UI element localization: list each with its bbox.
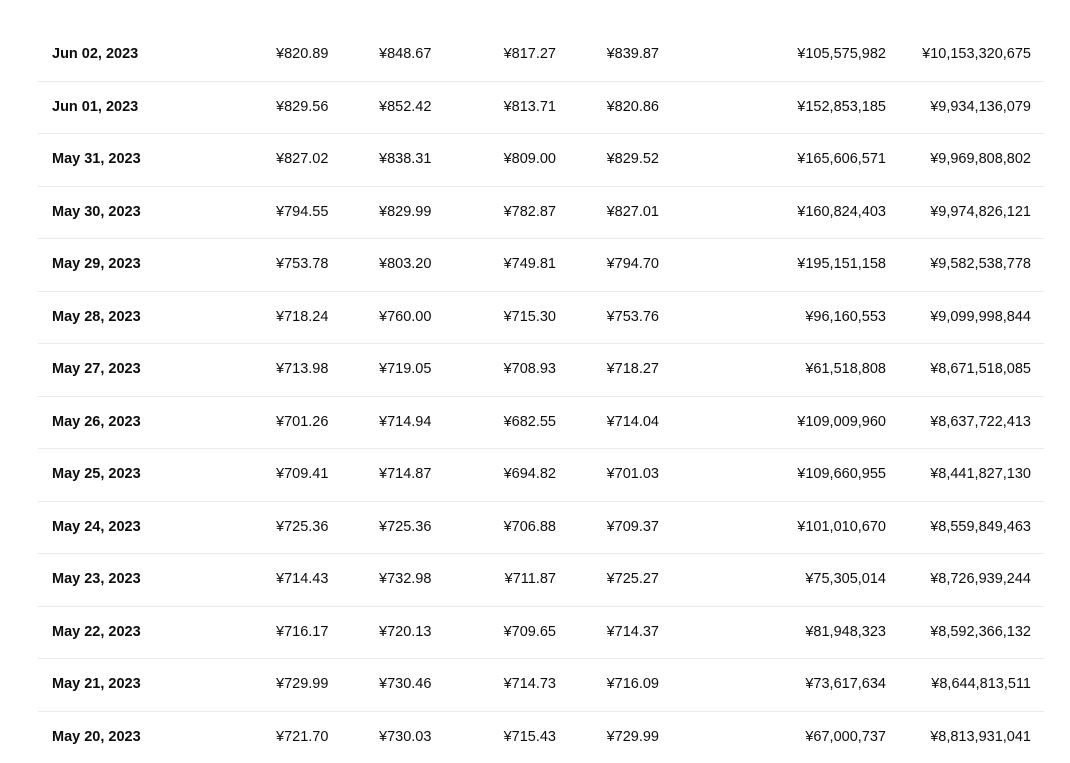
- close-cell: ¥714.37: [607, 607, 659, 658]
- high-cell: ¥732.98: [379, 554, 431, 605]
- volume-cell: ¥109,660,955: [797, 449, 886, 500]
- high-cell: ¥803.20: [379, 239, 431, 290]
- date-cell: May 25, 2023: [52, 449, 141, 500]
- low-cell: ¥711.87: [505, 554, 556, 605]
- market-cap-cell: ¥9,934,136,079: [930, 82, 1031, 133]
- low-cell: ¥715.43: [504, 712, 556, 763]
- table-row: [38, 712, 1044, 763]
- open-cell: ¥829.56: [276, 82, 328, 133]
- volume-cell: ¥96,160,553: [805, 292, 886, 343]
- open-cell: ¥794.55: [276, 187, 328, 238]
- market-cap-cell: ¥9,582,538,778: [930, 239, 1031, 290]
- high-cell: ¥848.67: [379, 29, 431, 80]
- open-cell: ¥714.43: [276, 554, 328, 605]
- volume-cell: ¥109,009,960: [797, 397, 886, 448]
- volume-cell: ¥105,575,982: [797, 29, 886, 80]
- close-cell: ¥729.99: [607, 712, 659, 763]
- low-cell: ¥817.27: [504, 29, 556, 80]
- low-cell: ¥813.71: [504, 82, 556, 133]
- low-cell: ¥809.00: [504, 134, 556, 185]
- close-cell: ¥709.37: [607, 502, 659, 553]
- high-cell: ¥719.05: [379, 344, 431, 395]
- market-cap-cell: ¥10,153,320,675: [922, 29, 1031, 80]
- close-cell: ¥794.70: [607, 239, 659, 290]
- date-cell: May 26, 2023: [52, 397, 141, 448]
- date-cell: May 24, 2023: [52, 502, 141, 553]
- low-cell: ¥714.73: [504, 659, 556, 710]
- low-cell: ¥782.87: [504, 187, 556, 238]
- date-cell: May 31, 2023: [52, 134, 141, 185]
- high-cell: ¥725.36: [379, 502, 431, 553]
- open-cell: ¥820.89: [276, 29, 328, 80]
- close-cell: ¥701.03: [607, 449, 659, 500]
- date-cell: May 21, 2023: [52, 659, 141, 710]
- market-cap-cell: ¥8,813,931,041: [930, 712, 1031, 763]
- low-cell: ¥749.81: [504, 239, 556, 290]
- table-row: [38, 134, 1044, 187]
- close-cell: ¥716.09: [607, 659, 659, 710]
- close-cell: ¥718.27: [607, 344, 659, 395]
- high-cell: ¥714.87: [379, 449, 431, 500]
- table-row: [38, 554, 1044, 607]
- high-cell: ¥760.00: [379, 292, 431, 343]
- table-row: [38, 502, 1044, 555]
- volume-cell: ¥165,606,571: [797, 134, 886, 185]
- date-cell: Jun 02, 2023: [52, 29, 138, 80]
- open-cell: ¥716.17: [276, 607, 328, 658]
- high-cell: ¥838.31: [379, 134, 431, 185]
- volume-cell: ¥73,617,634: [805, 659, 886, 710]
- low-cell: ¥694.82: [504, 449, 556, 500]
- market-cap-cell: ¥9,974,826,121: [930, 187, 1031, 238]
- table-row: [38, 659, 1044, 712]
- volume-cell: ¥81,948,323: [805, 607, 886, 658]
- high-cell: ¥720.13: [379, 607, 431, 658]
- close-cell: ¥753.76: [607, 292, 659, 343]
- market-cap-cell: ¥8,592,366,132: [930, 607, 1031, 658]
- date-cell: May 29, 2023: [52, 239, 141, 290]
- volume-cell: ¥160,824,403: [797, 187, 886, 238]
- date-cell: May 28, 2023: [52, 292, 141, 343]
- close-cell: ¥829.52: [607, 134, 659, 185]
- low-cell: ¥706.88: [504, 502, 556, 553]
- volume-cell: ¥101,010,670: [797, 502, 886, 553]
- high-cell: ¥730.03: [379, 712, 431, 763]
- market-cap-cell: ¥8,671,518,085: [930, 344, 1031, 395]
- date-cell: May 23, 2023: [52, 554, 141, 605]
- table-row: [38, 187, 1044, 240]
- low-cell: ¥708.93: [504, 344, 556, 395]
- market-cap-cell: ¥8,637,722,413: [930, 397, 1031, 448]
- market-cap-cell: ¥8,559,849,463: [930, 502, 1031, 553]
- close-cell: ¥839.87: [607, 29, 659, 80]
- high-cell: ¥714.94: [379, 397, 431, 448]
- date-cell: Jun 01, 2023: [52, 82, 138, 133]
- volume-cell: ¥67,000,737: [805, 712, 886, 763]
- close-cell: ¥827.01: [607, 187, 659, 238]
- open-cell: ¥827.02: [276, 134, 328, 185]
- high-cell: ¥730.46: [379, 659, 431, 710]
- low-cell: ¥715.30: [504, 292, 556, 343]
- volume-cell: ¥75,305,014: [805, 554, 886, 605]
- table-row: [38, 29, 1044, 82]
- market-cap-cell: ¥8,726,939,244: [930, 554, 1031, 605]
- low-cell: ¥709.65: [504, 607, 556, 658]
- open-cell: ¥725.36: [276, 502, 328, 553]
- date-cell: May 20, 2023: [52, 712, 141, 763]
- market-cap-cell: ¥9,969,808,802: [930, 134, 1031, 185]
- market-cap-cell: ¥8,441,827,130: [930, 449, 1031, 500]
- table-row: [38, 82, 1044, 135]
- volume-cell: ¥195,151,158: [797, 239, 886, 290]
- open-cell: ¥753.78: [276, 239, 328, 290]
- high-cell: ¥852.42: [379, 82, 431, 133]
- volume-cell: ¥152,853,185: [797, 82, 886, 133]
- high-cell: ¥829.99: [379, 187, 431, 238]
- close-cell: ¥714.04: [607, 397, 659, 448]
- market-cap-cell: ¥9,099,998,844: [930, 292, 1031, 343]
- table-row: [38, 607, 1044, 660]
- close-cell: ¥725.27: [607, 554, 659, 605]
- table-row: [38, 449, 1044, 502]
- close-cell: ¥820.86: [607, 82, 659, 133]
- date-cell: May 22, 2023: [52, 607, 141, 658]
- open-cell: ¥721.70: [276, 712, 328, 763]
- table-row: [38, 292, 1044, 345]
- market-cap-cell: ¥8,644,813,511: [931, 659, 1031, 710]
- open-cell: ¥718.24: [276, 292, 328, 343]
- historical-data-table: [38, 29, 1044, 763]
- open-cell: ¥729.99: [276, 659, 328, 710]
- open-cell: ¥709.41: [276, 449, 328, 500]
- open-cell: ¥701.26: [276, 397, 328, 448]
- table-row: [38, 344, 1044, 397]
- date-cell: May 27, 2023: [52, 344, 141, 395]
- low-cell: ¥682.55: [504, 397, 556, 448]
- open-cell: ¥713.98: [276, 344, 328, 395]
- date-cell: May 30, 2023: [52, 187, 141, 238]
- table-row: [38, 239, 1044, 292]
- table-row: [38, 397, 1044, 450]
- volume-cell: ¥61,518,808: [805, 344, 886, 395]
